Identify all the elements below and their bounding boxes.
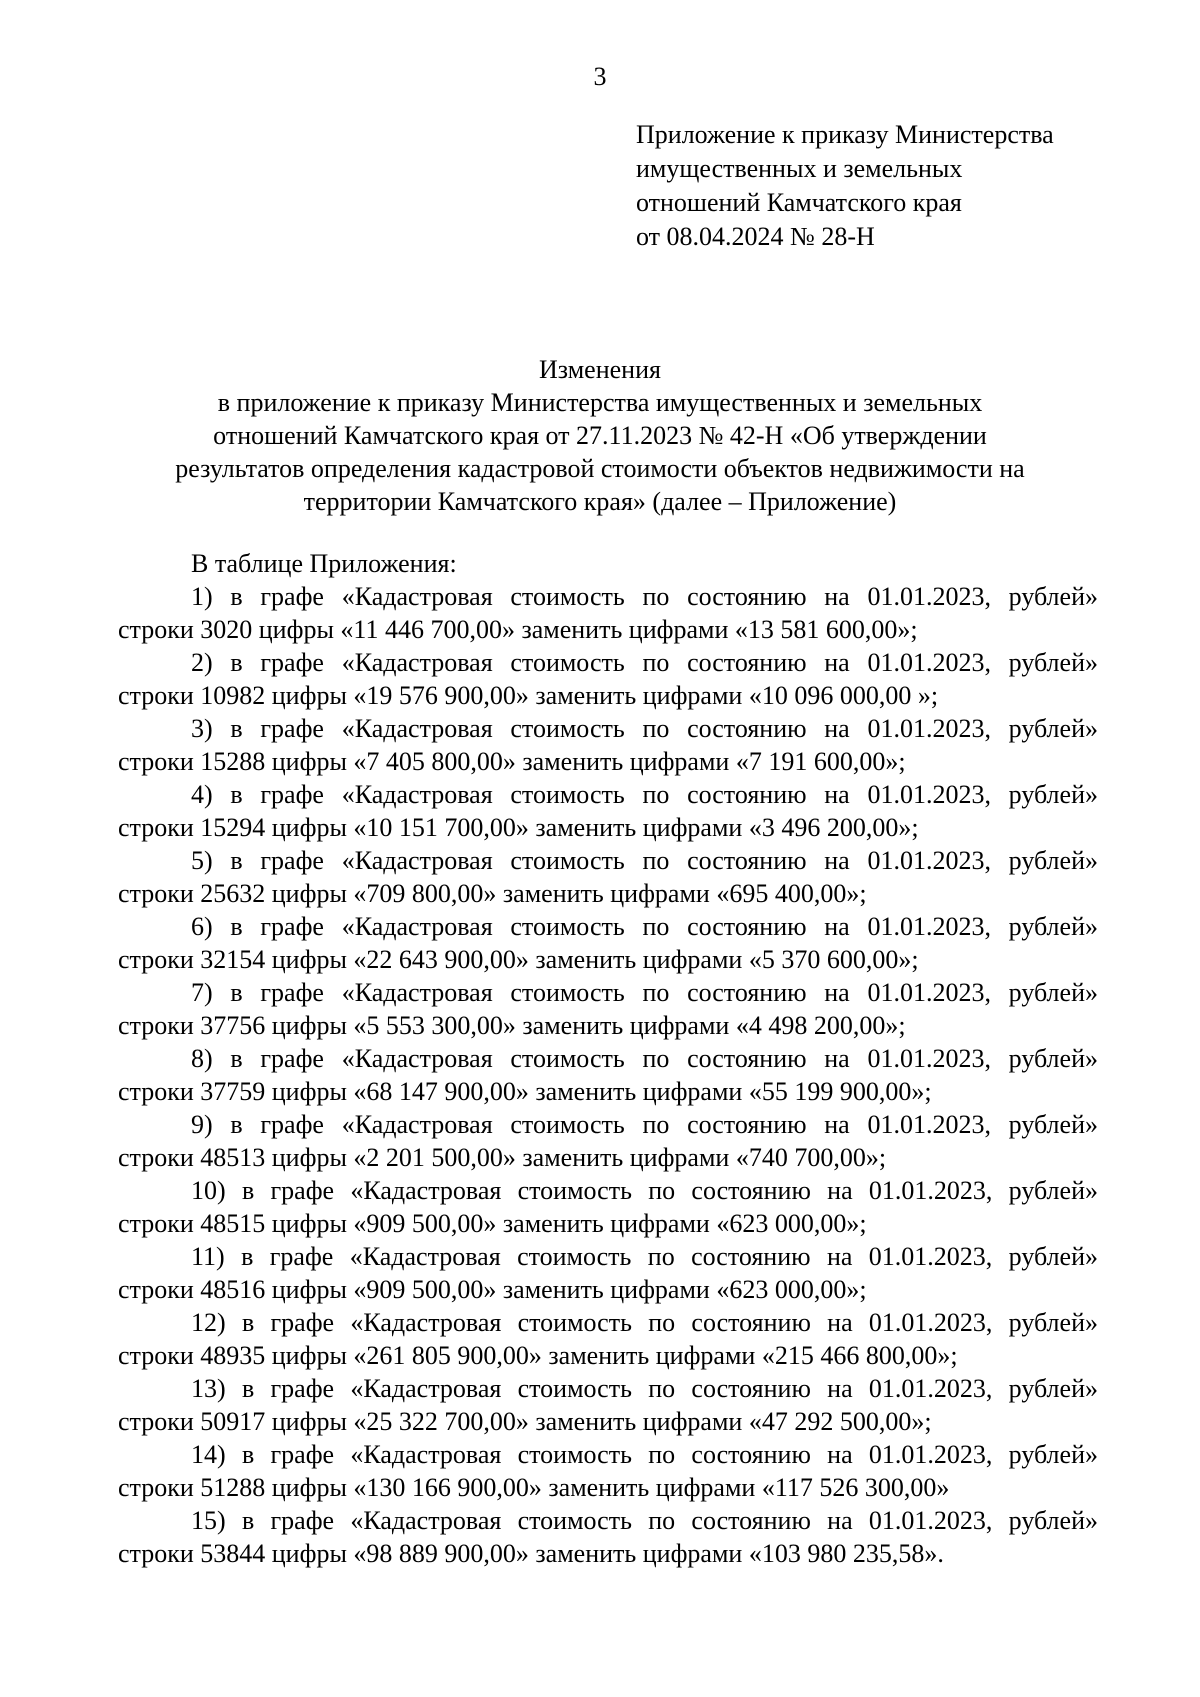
list-item-line-1: 1) в графе «Кадастровая стоимость по состоянию на 01.01.2023, рублей» [191,582,1098,611]
list-item-line-1: 2) в графе «Кадастровая стоимость по состоянию на 01.01.2023, рублей» [191,648,1098,677]
list-item [118,1042,1098,1108]
list-item-line-2: строки 15288 цифры «7 405 800,00» заменить цифрами «7 191 600,00»; [118,747,906,776]
list-item [118,844,1098,910]
list-item-line-2: строки 51288 цифры «130 166 900,00» заменить цифрами «117 526 300,00» [118,1473,950,1502]
list-item [118,712,1098,778]
number-sign: № [790,222,815,251]
intro-paragraph: В таблице Приложения: [191,549,457,578]
appendix-line-2: имущественных и земельных [636,154,963,183]
title-heading: Изменения [539,355,661,384]
order-date-number [636,220,1156,254]
list-item-line-1: 7) в графе «Кадастровая стоимость по состоянию на 01.01.2023, рублей» [191,978,1098,1007]
list-item [118,1504,1098,1570]
list-item-line-1: 11) в графе «Кадастровая стоимость по состоянию на 01.01.2023, рублей» [191,1242,1098,1271]
list-item-line-2: строки 53844 цифры «98 889 900,00» заменить цифрами «103 980 235,58». [118,1539,944,1568]
title-line-1: в приложение к приказу Министерства имущественных и земельных [217,388,983,417]
title-line-2: отношений Камчатского края от 27.11.2023 № 42-Н «Об утверждении [213,421,987,450]
title-line-3: результатов определения кадастровой стоимости объектов недвижимости на [175,454,1025,483]
list-item-line-1: 12) в графе «Кадастровая стоимость по состоянию на 01.01.2023, рублей» [191,1308,1098,1337]
list-item [118,910,1098,976]
list-item-line-1: 3) в графе «Кадастровая стоимость по состоянию на 01.01.2023, рублей» [191,714,1098,743]
list-item-line-1: 10) в графе «Кадастровая стоимость по состоянию на 01.01.2023, рублей» [191,1176,1098,1205]
list-item [118,1372,1098,1438]
list-item [118,1240,1098,1306]
list-item [118,1108,1098,1174]
list-item [118,1174,1098,1240]
list-item [118,1306,1098,1372]
list-item-line-2: строки 48935 цифры «261 805 900,00» заменить цифрами «215 466 800,00»; [118,1341,958,1370]
list-item [118,646,1098,712]
list-item-line-1: 13) в графе «Кадастровая стоимость по состоянию на 01.01.2023, рублей» [191,1374,1098,1403]
list-item-line-2: строки 10982 цифры «19 576 900,00» заменить цифрами «10 096 000,00 »; [118,681,939,710]
list-item-line-2: строки 48515 цифры «909 500,00» заменить цифрами «623 000,00»; [118,1209,867,1238]
list-item-line-1: 14) в графе «Кадастровая стоимость по состоянию на 01.01.2023, рублей» [191,1440,1098,1469]
list-item-line-2: строки 15294 цифры «10 151 700,00» заменить цифрами «3 496 200,00»; [118,813,919,842]
list-item [118,976,1098,1042]
list-item-line-2: строки 25632 цифры «709 800,00» заменить цифрами «695 400,00»; [118,879,867,908]
appendix-reference [636,118,1156,254]
list-item-line-1: 9) в графе «Кадастровая стоимость по состоянию на 01.01.2023, рублей» [191,1110,1098,1139]
title-line-4: территории Камчатского края» (далее – Приложение) [303,487,897,516]
list-item [118,580,1098,646]
list-item-line-2: строки 50917 цифры «25 322 700,00» заменить цифрами «47 292 500,00»; [118,1407,932,1436]
list-item [118,1438,1098,1504]
appendix-line-3: отношений Камчатского края [636,188,962,217]
list-item-line-2: строки 3020 цифры «11 446 700,00» заменить цифрами «13 581 600,00»; [118,615,918,644]
page-number: 3 [593,62,607,91]
list-item-line-2: строки 37759 цифры «68 147 900,00» заменить цифрами «55 199 900,00»; [118,1077,932,1106]
appendix-line-1: Приложение к приказу Министерства [636,120,1054,149]
order-date: 08.04.2024 [666,222,784,251]
document-body [118,547,1098,1570]
document-title [100,353,1100,518]
list-item-line-1: 5) в графе «Кадастровая стоимость по состоянию на 01.01.2023, рублей» [191,846,1098,875]
list-item-line-1: 15) в графе «Кадастровая стоимость по состоянию на 01.01.2023, рублей» [191,1506,1098,1535]
order-number: 28-Н [821,222,875,251]
list-item-line-2: строки 37756 цифры «5 553 300,00» заменить цифрами «4 498 200,00»; [118,1011,906,1040]
list-item-line-2: строки 48516 цифры «909 500,00» заменить цифрами «623 000,00»; [118,1275,867,1304]
list-item-line-1: 4) в графе «Кадастровая стоимость по состоянию на 01.01.2023, рублей» [191,780,1098,809]
list-item-line-1: 8) в графе «Кадастровая стоимость по состоянию на 01.01.2023, рублей» [191,1044,1098,1073]
from-label: от [636,222,661,251]
list-item-line-2: строки 48513 цифры «2 201 500,00» заменить цифрами «740 700,00»; [118,1143,887,1172]
list-item-line-2: строки 32154 цифры «22 643 900,00» заменить цифрами «5 370 600,00»; [118,945,919,974]
list-item [118,778,1098,844]
list-item-line-1: 6) в графе «Кадастровая стоимость по состоянию на 01.01.2023, рублей» [191,912,1098,941]
